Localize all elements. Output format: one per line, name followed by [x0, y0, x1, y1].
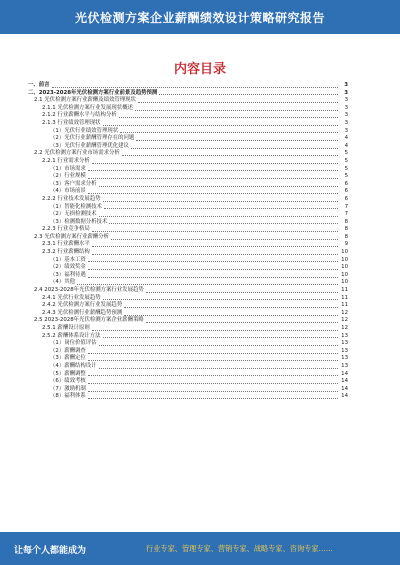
toc-leader-dots: [131, 147, 338, 149]
toc-entry[interactable]: [28, 196, 348, 204]
toc-entry[interactable]: [28, 120, 348, 128]
toc-entry[interactable]: [28, 264, 348, 272]
footer-expert-list: 行业专家、管理专家、营销专家、战略专家、咨询专家……: [146, 544, 333, 553]
toc-entry[interactable]: [28, 287, 348, 295]
toc-leader-dots: [88, 276, 338, 278]
toc-entry[interactable]: [28, 393, 348, 401]
toc-entry-title: 2.3.1 行业薪酬水平: [42, 241, 90, 248]
toc-entry-title: （7）激励机制: [50, 385, 86, 392]
toc-entry-page: 10: [341, 249, 348, 256]
toc-entry-title: 2.2 光伏检测方案行业市场需求分析: [34, 150, 120, 157]
toc-leader-dots: [103, 336, 338, 338]
toc-entry-page: 13: [341, 362, 348, 369]
toc-entry-title: （1）智能化检测技术: [50, 203, 102, 210]
toc-entry-page: 5: [344, 165, 348, 172]
toc-leader-dots: [103, 298, 338, 300]
toc-leader-dots: [88, 352, 338, 354]
toc-leader-dots: [88, 268, 338, 270]
toc-entry[interactable]: [28, 325, 348, 333]
toc-entry[interactable]: [28, 112, 348, 120]
toc-entry-page: 12: [341, 309, 348, 316]
toc-entry-title: 2.1 光伏检测方案行业薪酬及绩效管理现状: [34, 97, 136, 104]
toc-entry-title: （1）基本工资: [50, 256, 86, 263]
toc-entry-title: （1）岗位价值评估: [50, 340, 97, 347]
toc-entry-page: 3: [344, 82, 348, 88]
toc-entry-title: 2.1.3 行业绩效管理现状: [42, 119, 101, 126]
toc-entry-page: 4: [344, 142, 348, 149]
toc-leader-dots: [124, 306, 338, 308]
toc-leader-dots: [104, 207, 338, 209]
toc-entry-page: 10: [341, 256, 348, 263]
toc-entry-page: 3: [344, 119, 348, 126]
toc-entry[interactable]: [28, 249, 348, 257]
toc-entry-page: 7: [344, 211, 348, 218]
toc-entry-title: 一、前言: [28, 82, 50, 88]
toc-entry-title: 2.4 2023-2028年光伏检测方案行业发展趋势: [34, 287, 144, 294]
table-of-contents: [28, 82, 348, 401]
toc-entry-page: 6: [344, 188, 348, 195]
toc-entry-title: （4）薪酬结构设计: [50, 362, 97, 369]
toc-entry-page: 14: [341, 378, 348, 385]
toc-entry-title: 2.4.1 光伏行业发展趋势: [42, 294, 101, 301]
toc-entry-title: 2.3.2 行业薪酬结构: [42, 249, 90, 256]
toc-leader-dots: [103, 124, 338, 126]
toc-leader-dots: [92, 230, 338, 232]
toc-entry-page: 8: [344, 233, 348, 240]
toc-entry-page: 5: [344, 150, 348, 157]
toc-entry-title: （2）光伏行业薪酬管理存在的问题: [50, 135, 135, 142]
toc-entry-title: 2.5.1 薪酬设计原则: [42, 325, 90, 331]
toc-leader-dots: [146, 321, 338, 323]
toc-entry-title: （3）检测数据分析技术: [50, 218, 108, 225]
toc-entry-page: 6: [344, 180, 348, 187]
toc-entry-title: （3）光伏行业薪酬管理优化建议: [50, 142, 129, 149]
toc-entry-page: 13: [341, 347, 348, 354]
toc-leader-dots: [99, 215, 338, 217]
toc-entry-page: 13: [341, 340, 348, 347]
toc-leader-dots: [88, 177, 338, 179]
toc-entry[interactable]: [28, 363, 348, 371]
toc-leader-dots: [103, 200, 338, 202]
toc-leader-dots: [88, 192, 338, 194]
toc-leader-dots: [99, 344, 338, 346]
toc-entry-page: 8: [344, 218, 348, 225]
toc-leader-dots: [88, 390, 338, 392]
toc-leader-dots: [136, 139, 338, 141]
toc-entry-page: 14: [341, 370, 348, 377]
toc-entry-title: （1）市场需求: [50, 165, 86, 172]
toc-entry-page: 11: [341, 294, 348, 301]
toc-entry-title: 2.2.3 行业竞争格局: [42, 226, 90, 233]
toc-entry-title: 2.2.2 行业技术发展趋势: [42, 195, 101, 202]
toc-entry[interactable]: [28, 241, 348, 249]
toc-entry-page: 3: [344, 112, 348, 119]
toc-entry[interactable]: [28, 135, 348, 143]
toc-leader-dots: [52, 86, 338, 88]
toc-entry-page: 14: [341, 393, 348, 400]
toc-entry-title: （4）市场前景: [50, 188, 86, 195]
toc-entry-title: （2）无损检测技术: [50, 211, 97, 218]
toc-entry-title: 二、2023-2028年光伏检测方案行业前景及趋势预测: [28, 89, 158, 96]
toc-entry-title: 2.5 2023-2028年光伏检测方案企业薪酬策略: [34, 317, 144, 324]
toc-entry[interactable]: [28, 302, 348, 310]
toc-leader-dots: [88, 169, 338, 171]
report-title: 光伏检测方案企业薪酬绩效设计策略研究报告: [74, 11, 325, 25]
toc-leader-dots: [122, 154, 338, 156]
toc-leader-dots: [88, 260, 338, 262]
toc-entry[interactable]: [28, 173, 348, 181]
toc-leader-dots: [111, 238, 338, 240]
toc-entry-title: （3）薪酬定位: [50, 355, 86, 362]
toc-entry-title: （8）福利体系: [50, 393, 86, 400]
toc-entry[interactable]: [28, 82, 348, 90]
toc-entry-page: 10: [341, 271, 348, 278]
toc-entry-page: 13: [341, 355, 348, 362]
toc-entry[interactable]: [28, 150, 348, 158]
toc-entry-page: 5: [344, 173, 348, 180]
toc-leader-dots: [99, 367, 338, 369]
toc-leader-dots: [92, 245, 338, 247]
toc-leader-dots: [99, 185, 338, 187]
toc-leader-dots: [119, 116, 338, 118]
toc-entry-title: （3）福利待遇: [50, 271, 86, 278]
toc-entry-title: （2）行业规模: [50, 173, 86, 180]
toc-leader-dots: [159, 93, 338, 95]
toc-entry[interactable]: [28, 279, 348, 287]
toc-entry-page: 8: [344, 226, 348, 233]
toc-leader-dots: [92, 253, 338, 255]
toc-entry-title: 2.1.2 行业薪酬水平与结构分析: [42, 112, 117, 119]
toc-entry-page: 5: [344, 157, 348, 164]
toc-entry-title: （2）薪酬调查: [50, 347, 86, 354]
toc-entry-title: 2.3 光伏检测方案行业薪酬分析: [34, 233, 109, 240]
toc-entry[interactable]: [28, 226, 348, 234]
toc-entry[interactable]: [28, 355, 348, 363]
toc-entry[interactable]: [28, 204, 348, 212]
toc-entry[interactable]: [28, 188, 348, 196]
toc-entry-page: 12: [341, 325, 348, 331]
toc-leader-dots: [109, 222, 338, 224]
toc-entry[interactable]: [28, 158, 348, 166]
toc-entry-title: 2.2.1 行业需求分析: [42, 157, 90, 164]
toc-entry-page: 13: [341, 332, 348, 339]
footer-slogan: 让每个人都能成为: [14, 546, 87, 556]
toc-leader-dots: [138, 101, 338, 103]
toc-entry[interactable]: [28, 211, 348, 219]
toc-entry-page: 9: [344, 241, 348, 248]
toc-entry-title: 2.5.2 薪酬体系设计方法: [42, 332, 101, 339]
toc-entry-page: 3: [344, 89, 348, 96]
toc-entry-page: 3: [344, 97, 348, 104]
toc-entry-title: （4）其他: [50, 279, 75, 286]
toc-leader-dots: [88, 359, 338, 361]
toc-entry-page: 3: [344, 127, 348, 134]
toc-leader-dots: [92, 162, 338, 164]
toc-leader-dots: [124, 314, 338, 316]
toc-entry[interactable]: [28, 378, 348, 386]
footer-bar: [0, 532, 400, 565]
toc-leader-dots: [146, 291, 338, 293]
toc-leader-dots: [77, 283, 338, 285]
toc-entry-page: 11: [341, 287, 348, 294]
toc-leader-dots: [92, 329, 338, 331]
toc-entry-title: （3）客户需求分析: [50, 180, 97, 187]
toc-entry[interactable]: [28, 97, 348, 105]
toc-entry-page: 3: [344, 104, 348, 111]
toc-leader-dots: [120, 131, 338, 133]
toc-entry-title: 2.1.1 光伏检测方案行业发展现状概述: [42, 104, 133, 111]
toc-entry-title: （6）绩效考核: [50, 378, 86, 385]
toc-entry-title: （5）薪酬调整: [50, 370, 86, 377]
toc-entry-title: （1）光伏行业绩效管理现状: [50, 127, 119, 134]
toc-entry-page: 6: [344, 195, 348, 202]
toc-entry[interactable]: [28, 272, 348, 280]
toc-entry-title: 2.4.2 光伏检测方案行业发展趋势: [42, 302, 123, 309]
toc-leader-dots: [88, 382, 338, 384]
toc-entry-title: 2.4.3 光伏检测行业薪酬趋势预测: [42, 309, 123, 316]
toc-entry[interactable]: [28, 166, 348, 174]
toc-entry[interactable]: [28, 317, 348, 325]
toc-entry-page: 4: [344, 135, 348, 142]
toc-leader-dots: [88, 397, 338, 399]
toc-entry-page: 10: [341, 279, 348, 286]
toc-entry-page: 11: [341, 302, 348, 309]
header-bar: [0, 0, 400, 34]
toc-entry-page: 14: [341, 385, 348, 392]
toc-entry[interactable]: [28, 340, 348, 348]
toc-leader-dots: [88, 374, 338, 376]
toc-entry-page: 7: [344, 203, 348, 210]
toc-entry-page: 10: [341, 264, 348, 271]
toc-entry-page: 12: [341, 317, 348, 324]
toc-heading: 内容目录: [173, 62, 226, 77]
toc-entry-title: （2）绩效奖金: [50, 264, 86, 271]
toc-leader-dots: [135, 109, 338, 111]
